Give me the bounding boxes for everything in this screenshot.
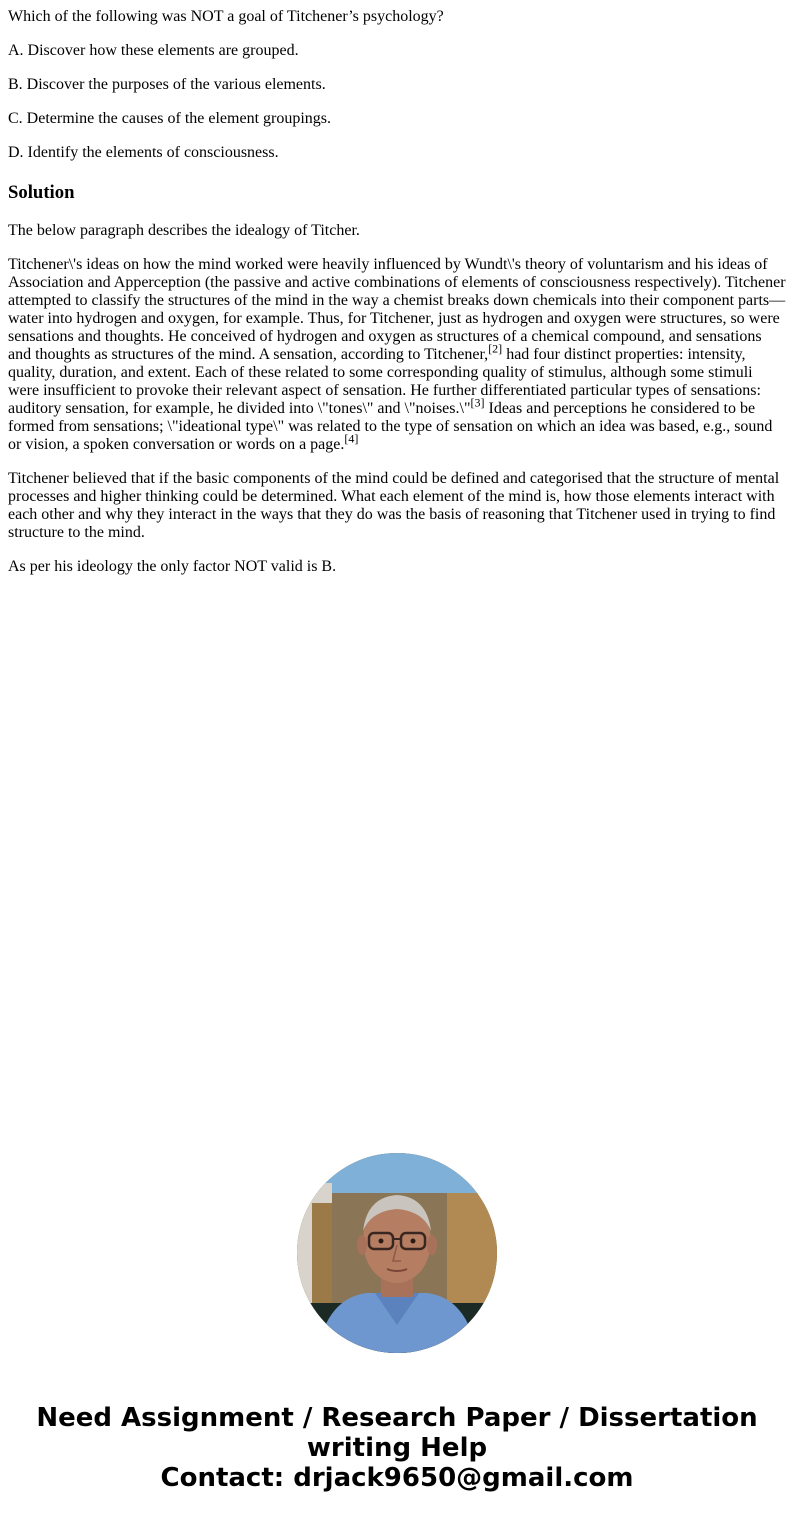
promo-line-1: Need Assignment / Research Paper / Dissertation writing Help (36, 1403, 758, 1463)
promo-section (0, 1153, 794, 1493)
reference-2[interactable]: [2] (488, 341, 503, 356)
option-b: B. Discover the purposes of the various elements. (8, 76, 326, 93)
question-prompt: Which of the following was NOT a goal of Titchener’s psychology? (8, 8, 444, 25)
paragraph-1-part-b: had four distinct properties: intensity, quality, duration, and extent. Each of these related to some corresponding quality of stimulus, although some stimuli were insufficient to provoke their relevant aspect of sensation. He further differentiated particular types of sensations: auditory sensation, for example, he divided into \"tones\" and \"noises.\" (8, 346, 761, 417)
solution-paragraph-2: Titchener believed that if the basic components of the mind could be defined and categorised that the structure of mental processes and higher thinking could be determined. What each element of the mind is, how those elements interact with each other and why they interact in the ways that they do was the basis of reasoning that Titchener used in trying to find structure to the mind. (8, 470, 780, 541)
solution-conclusion: As per his ideology the only factor NOT valid is B. (8, 558, 337, 575)
paragraph-1-part-c: Ideas and perceptions he considered to be formed from sensations; \"ideational type\" was related to the type of sensation on which an idea was based, e.g., sound or vision, a spoken conversation or words on a page. (8, 400, 773, 453)
reference-4[interactable]: [4] (344, 431, 359, 446)
solution-paragraph-1 (8, 256, 786, 454)
option-c: C. Determine the causes of the element groupings. (8, 110, 332, 127)
avatar (297, 1153, 497, 1353)
solution-intro: The below paragraph describes the idealogy of Titcher. (8, 222, 360, 239)
option-a: A. Discover how these elements are grouped. (8, 42, 299, 59)
portrait-image (297, 1153, 497, 1353)
promo-text (0, 1403, 794, 1493)
paragraph-1-part-a: Titchener\'s ideas on how the mind worked were heavily influenced by Wundt\'s theory of voluntarism and his ideas of Association and Apperception (the passive and active combinations of elements of consciousness respectively). Titchener attempted to classify the structures of the mind in the way a chemist breaks down chemicals into their component parts—water into hydrogen and oxygen, for example. Thus, for Titchener, just as hydrogen and oxygen were structures, so were sensations and thoughts. He conceived of hydrogen and oxygen as structures of a chemical compound, and sensations and thoughts as structures of the mind. A sensation, according to Titchener, (8, 256, 786, 363)
page-content (8, 8, 786, 592)
reference-3[interactable]: [3] (470, 395, 485, 410)
promo-contact[interactable]: Contact: drjack9650@gmail.com (160, 1463, 634, 1493)
solution-heading: Solution (8, 182, 75, 203)
option-d: D. Identify the elements of consciousness. (8, 144, 279, 161)
